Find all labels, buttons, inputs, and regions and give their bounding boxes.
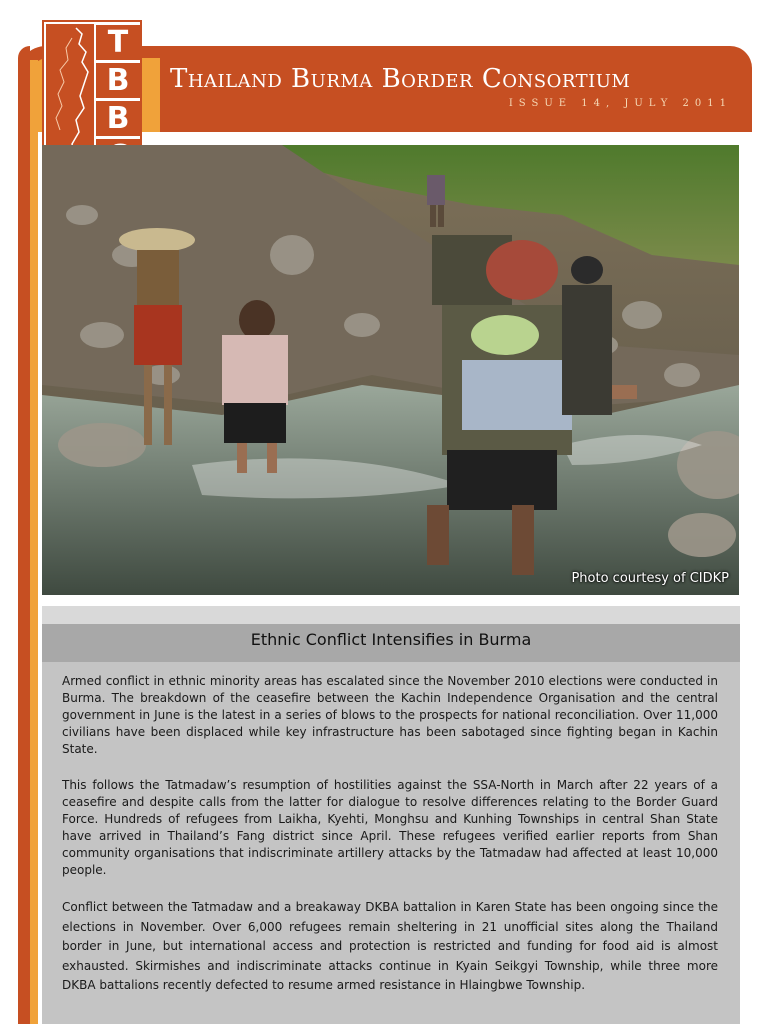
article-paragraph-3: Conflict between the Tatmadaw and a breakaway DKBA battalion in Karen State has been ongoing since the elections in November. Over 6,000 refugees remain sheltering in 21 unofficial sites along the Thailand border in June, but international access and protection is restricted and funding for food aid is almost exhausted. Skirmishes and indiscriminate attacks continue in Kyain Seikgyi Township, while three more DKBA battalions recently defected to resume armed resistance in Hlaingbwe Township. (62, 900, 718, 992)
cover-photo (42, 145, 739, 595)
logo-letter-b2: B (96, 101, 140, 136)
frame-left-bar (18, 46, 30, 1024)
frame-left-inner (30, 60, 38, 1024)
article-top-strip (42, 606, 740, 624)
article-paragraph-2: This follows the Tatmadaw’s resumption of hostilities against the SSA-North in March after 22 years of a ceasefire and despite calls from the latter for dialogue to resolve differences relating to the Border Guard Force. Hundreds of refugees from Laikha, Kyehti, Monghsu and Kunhing Townships in central Shan State have arrived in Thailand’s Fang district since April. These refugees verified earlier reports from Shan community organisations that indiscriminate artillery attacks by the Tatmadaw had affected at least 10,000 people. (62, 778, 718, 877)
logo-letter-b1: B (96, 63, 140, 98)
article-headline: Ethnic Conflict Intensifies in Burma (250, 630, 532, 649)
photo-credit: Photo courtesy of CIDKP (571, 571, 729, 586)
logo-letter-t: T (96, 25, 140, 60)
publication-title: Thailand Burma Border Consortium (170, 64, 631, 94)
issue-label: ISSUE 14, JULY 2011 (508, 98, 732, 109)
article-paragraph-1: Armed conflict in ethnic minority areas has escalated since the November 2010 elections were conducted in Burma. The breakdown of the ceasefire between the Kachin Independence Organisation and the central government in June is the latest in a series of blows to the prospects for national reconciliation. Over 11,000 civilians have been displaced while key infrastructure has been sabotaged since fighting began in Kachin State. (62, 674, 718, 756)
